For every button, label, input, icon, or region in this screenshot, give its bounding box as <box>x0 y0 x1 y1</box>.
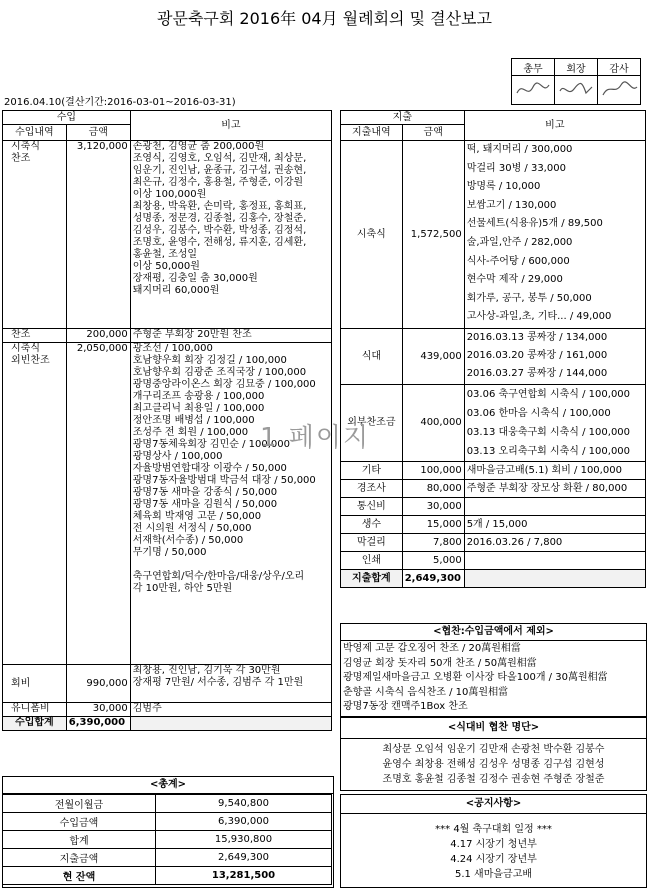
income-row-item: 시축식 찬조 <box>3 141 67 329</box>
income-row-item: 시축식 외빈찬조 <box>3 343 67 665</box>
income-total-value: 6,390,000 <box>66 717 130 731</box>
notice-line: 4.24 시장기 장년부 <box>450 854 537 865</box>
income-row-amount: 2,050,000 <box>66 343 130 665</box>
expense-note-line: 03.13 대웅축구회 시축식 / 100,000 <box>466 427 631 438</box>
meal-sponsor-line: 최상문 오임석 임운기 김만재 손광천 박수환 김봉수 <box>382 744 605 755</box>
income-row-note: 주형준 부회장 20만원 찬조 <box>130 329 331 343</box>
expense-row-item: 통신비 <box>341 498 403 516</box>
page-watermark: 1 페이지 <box>260 423 371 453</box>
income-row-amount: 30,000 <box>66 703 130 717</box>
notice-line: 4.17 시장기 청년부 <box>450 839 537 850</box>
income-header: 수입 <box>3 111 131 125</box>
income-row-amount: 3,120,000 <box>66 141 130 329</box>
approval-label-president: 회장 <box>555 59 598 76</box>
expense-row-item: 외부찬조금 <box>341 385 403 462</box>
expense-row-amount: 1,572,500 <box>402 141 464 329</box>
expense-note-line: 회가루, 공구, 봉투 / 50,000 <box>466 292 592 304</box>
expense-note-line: 2016.03.26 / 7,800 <box>464 534 645 552</box>
expense-note-line: 2016.03.27 콩짜장 / 144,000 <box>466 368 608 379</box>
income-col-amount: 금액 <box>66 125 130 141</box>
expense-row-item: 생수 <box>341 516 403 534</box>
income-col-item: 수입내역 <box>3 125 67 141</box>
expense-note-line: 떡, 돼지머리 / 300,000 <box>466 144 573 155</box>
expense-total-value: 2,649,300 <box>402 570 464 588</box>
expense-row-amount: 100,000 <box>402 462 464 480</box>
expense-note-line: 주형준 부회장 장모상 화환 / 80,000 <box>464 480 645 498</box>
expense-note-line: 고사상-과일,초, 기타... / 49,000 <box>466 311 612 323</box>
expense-row-amount: 439,000 <box>402 329 464 385</box>
income-row-amount: 990,000 <box>66 665 130 703</box>
summary-label: 합계 <box>3 831 156 849</box>
page-title: 광문축구회 2016年 04月 월례회의 및 결산보고 <box>157 9 492 28</box>
approval-label-treasurer: 총무 <box>512 59 555 76</box>
income-row-note: 손광천, 김영균 춤 200,000원 조영식, 김영호, 오임석, 김만재, 최상문, 임운기, 진인남, 윤종규, 김구섭, 권송현, 최은규, 김정수, 홍용철, 주형준, 이강원 이상 100,000원 최창용, 박육환, 손미락, 홍정표, 홍희표, 성명종, 정문경, 김종철, 김홍수, 장철준, 김성우, 김봉수, 박수환, 박성종, 김정석, 조명호, 윤영수, 전해성, 류지훈, 김세환, 홍윤철, 조성일 이상 50,000원 장재평, 김충일 춤 30,000원 돼지머리 60,000원 <box>130 141 331 329</box>
income-row-note: 최창용, 진인남, 김기욱 각 30만원 장재평 7만원/ 서수종, 김범주 각 1만원 <box>130 665 331 703</box>
income-row-note: 광조선 / 100,000 호남향우회 회장 김정길 / 100,000 호남향우회 김광준 조직국장 / 100,000 광명중앙라이온스 회장 김묘중 / 100,000 개구리조프 송광용 / 100,000 최고클리닉 최용일 / 100,000 정안조명 배병섭 / 100,000 조성주 전 회원 / 100,000 광명7동체육회장 김민순 / 100,000 광명상사 / 100,000 자율방범연합대장 이광수 / 50,000 광명7동자율방범대 박금석 대장 / 50,000 광명7동 새마을 강종식 / 50,000 광명7동 새마을 김원식 / 50,000 체육회 박재영 고문 / 50,000 전 시의원 서정식 / 50,000 서재학(서수종) / 50,000 무기명 / 50,000 축구연합회/덕수/한마음/대웅/상우/오리 각 10만원, 하안 5만원 <box>130 343 331 665</box>
approval-box <box>511 58 641 105</box>
expense-note-line: 방명록 / 10,000 <box>466 181 541 193</box>
expense-row-item: 인쇄 <box>341 552 403 570</box>
expense-header: 지출 <box>341 111 465 125</box>
income-row-item: 회비 <box>3 665 67 703</box>
expense-total-empty <box>464 570 645 588</box>
expense-row-amount: 7,800 <box>402 534 464 552</box>
expense-row-item: 식대 <box>341 329 403 385</box>
sponsor-line: 광명7동장 캔맥주1Box 찬조 <box>343 701 468 713</box>
expense-row-amount: 80,000 <box>402 480 464 498</box>
expense-row-item: 시축식 <box>341 141 403 329</box>
signature-auditor <box>598 76 641 105</box>
expense-note-line: 선물세트(식용유)5개 / 89,500 <box>466 218 603 230</box>
meal-sponsor-header: <식대비 협찬 명단> <box>341 718 646 739</box>
expense-row-amount: 15,000 <box>402 516 464 534</box>
meal-sponsor-line: 윤영수 최창용 전해성 김성우 성명종 김구섭 김현성 <box>382 759 605 770</box>
signature-president <box>555 76 598 105</box>
income-total-label: 수입합계 <box>3 717 67 731</box>
expense-col-amount: 금액 <box>402 125 464 141</box>
sponsor-section <box>340 623 647 717</box>
summary-header: <총계> <box>3 777 333 794</box>
expense-note-line: 새마을금고배(5.1) 회비 / 100,000 <box>464 462 645 480</box>
summary-value: 13,281,500 <box>156 867 332 885</box>
income-note-header: 비고 <box>130 111 331 141</box>
income-row-item: 유니폼비 <box>3 703 67 717</box>
meal-sponsor-section <box>340 717 647 791</box>
notice-header: <공지사항> <box>341 795 646 814</box>
summary-value: 6,390,000 <box>156 813 332 831</box>
summary-value: 9,540,800 <box>156 795 332 813</box>
expense-row-notes <box>464 385 645 462</box>
sponsor-header: <협찬:수입금액에서 제외> <box>341 624 646 641</box>
signature-treasurer <box>512 76 555 105</box>
expense-row-notes <box>464 141 645 329</box>
summary-label: 수입금액 <box>3 813 156 831</box>
expense-total-label: 지출합계 <box>341 570 403 588</box>
expense-note-line: 03.06 축구연합회 시축식 / 100,000 <box>466 389 631 400</box>
sponsor-line: 박영제 고문 갑오징어 찬조 / 20萬원相當 <box>343 643 521 654</box>
expense-row-item: 막걸리 <box>341 534 403 552</box>
expense-note-line: 2016.03.20 콩짜장 / 161,000 <box>466 350 608 361</box>
expense-note-header: 비고 <box>464 111 645 141</box>
summary-label: 전월이월금 <box>3 795 156 813</box>
income-total-empty <box>130 717 331 731</box>
sponsor-line: 광명제일새마을금고 오병환 이사장 타올100개 / 30萬원相當 <box>343 672 608 684</box>
expense-row-amount: 30,000 <box>402 498 464 516</box>
expense-note-line: 2016.03.13 콩짜장 / 134,000 <box>466 332 608 343</box>
summary-table <box>2 794 332 885</box>
expense-col-item: 지출내역 <box>341 125 403 141</box>
meal-sponsor-line: 조명호 홍윤철 김종철 김정수 권송현 주형준 장철준 <box>382 774 605 785</box>
expense-note-line: 현수막 제작 / 29,000 <box>466 274 563 286</box>
expense-note-line: 03.13 오리축구회 시축식 / 100,000 <box>466 446 631 457</box>
date-line: 2016.04.10(결산기간:2016-03-01~2016-03-31) <box>4 97 236 108</box>
expense-note-line: 보쌈고기 / 130,000 <box>466 199 557 211</box>
income-row-item: 찬조 <box>3 329 67 343</box>
expense-row-item: 경조사 <box>341 480 403 498</box>
income-row-note: 김범주 <box>130 703 331 717</box>
notice-line: *** 4월 축구대회 일정 *** <box>435 824 552 835</box>
summary-value: 2,649,300 <box>156 849 332 867</box>
expense-row-item: 기타 <box>341 462 403 480</box>
sponsor-line: 춘향골 시축식 음식찬조 / 10萬원相當 <box>343 686 509 698</box>
income-row-amount: 200,000 <box>66 329 130 343</box>
expense-note-line: 막걸리 30병 / 33,000 <box>466 162 566 174</box>
expense-note-line: 술,과일,안주 / 282,000 <box>466 236 573 248</box>
expense-table <box>340 110 646 588</box>
notice-line: 5.1 새마을금고배 <box>454 869 533 880</box>
expense-note-line <box>464 552 645 570</box>
summary-label: 지출금액 <box>3 849 156 867</box>
expense-note-line: 5개 / 15,000 <box>464 516 645 534</box>
summary-value: 15,930,800 <box>156 831 332 849</box>
expense-row-amount: 400,000 <box>402 385 464 462</box>
expense-note-line: 식사-주어탕 / 600,000 <box>466 255 570 267</box>
notice-section <box>340 794 647 888</box>
expense-row-notes <box>464 329 645 385</box>
summary-section <box>2 776 334 888</box>
approval-label-auditor: 감사 <box>598 59 641 76</box>
expense-row-amount: 5,000 <box>402 552 464 570</box>
sponsor-line: 김영균 회장 돗자리 50개 찬조 / 50萬원相當 <box>343 657 537 669</box>
expense-note-line: 03.06 한마음 시축식 / 100,000 <box>466 408 611 419</box>
summary-label: 현 잔액 <box>3 867 156 885</box>
expense-note-line <box>464 498 645 516</box>
